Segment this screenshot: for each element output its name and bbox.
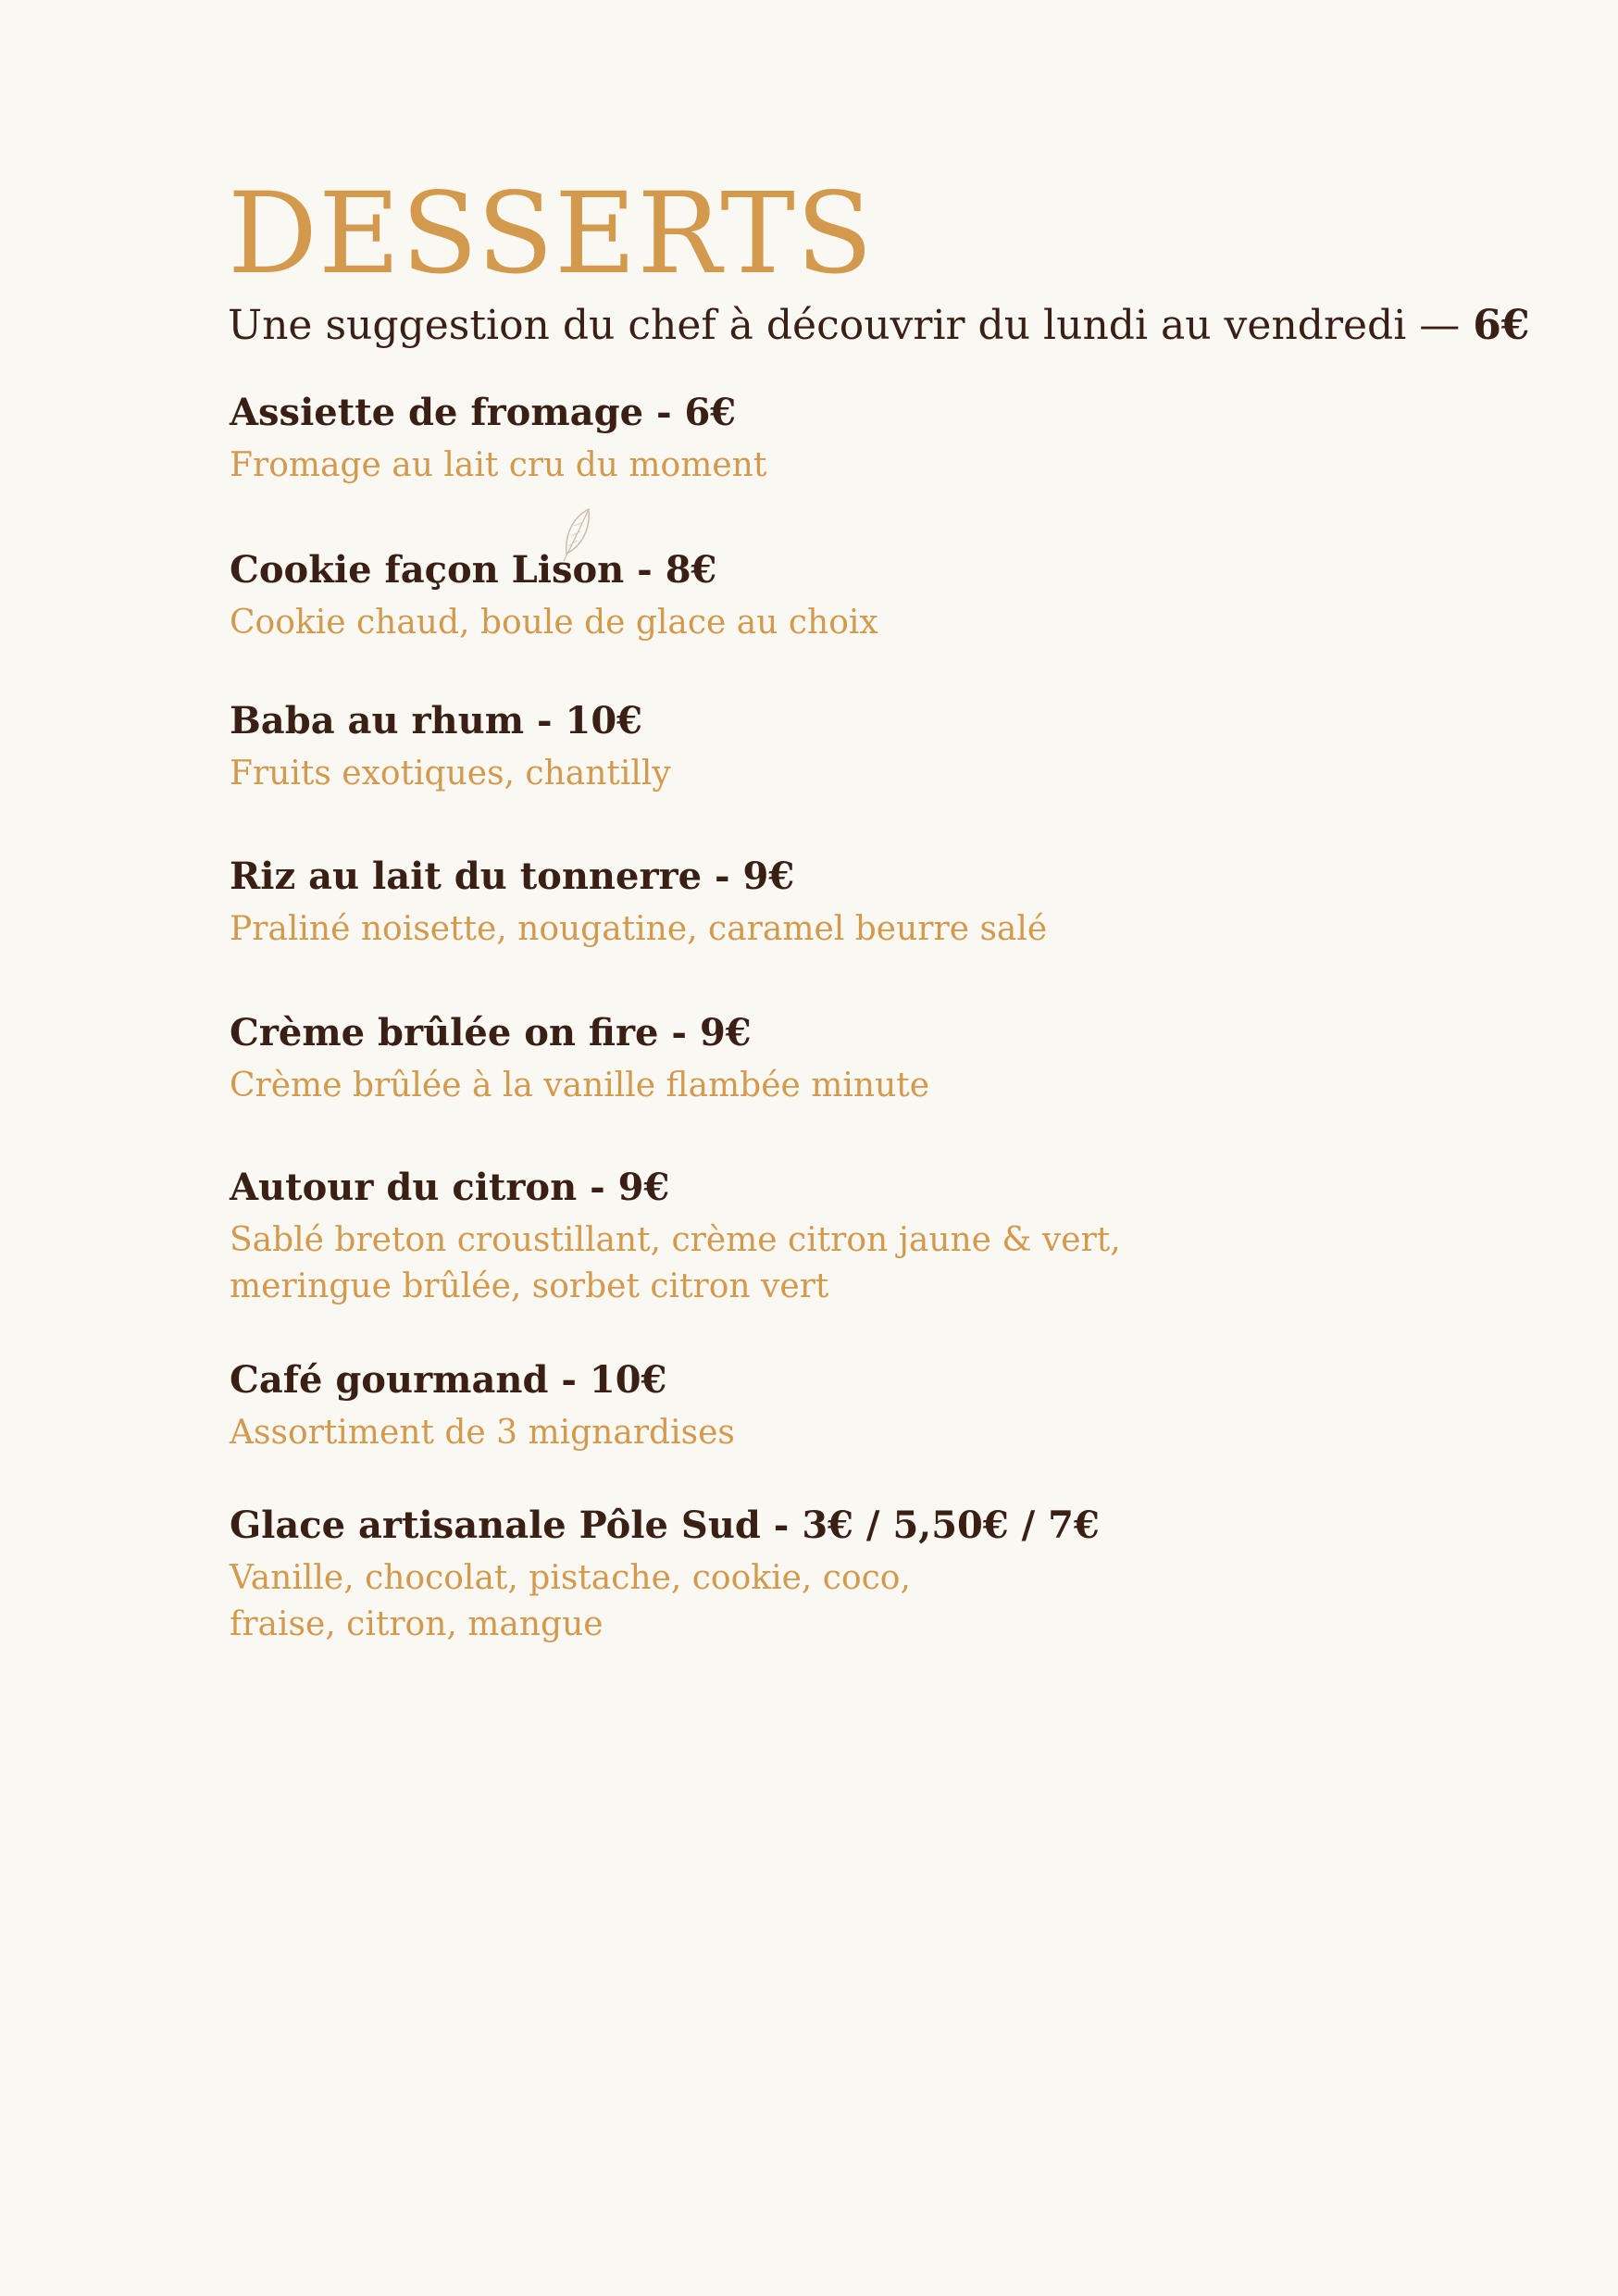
menu-item-description [230,1217,1121,1310]
menu-item-description-line: Cookie chaud, boule de glace au choix [230,604,878,642]
menu-item-description-line: Praliné noisette, nougatine, caramel beurre salé [230,910,1048,948]
menu-item-description [230,751,671,797]
menu-item-description-line: meringue brûlée, sorbet citron vert [230,1267,829,1305]
menu-item-assiette-de-fromage [230,387,766,489]
menu-item-baba-au-rhum [230,695,671,797]
menu-item-description [230,1063,929,1109]
menu-item-riz-au-lait-du-tonnerre [230,851,1047,953]
menu-item-description-line: Assortiment de 3 mignardises [230,1414,735,1452]
menu-item-description-line: Vanille, chocolat, pistache, cookie, coco, [230,1559,911,1597]
menu-item-name: Riz au lait du tonnerre - 9€ [230,855,795,898]
menu-item-glace-artisanale-pole-sud [230,1500,1100,1648]
chef-suggestion-price: 6€ [1473,302,1530,349]
page-title: DESSERTS [228,168,874,299]
leaf-icon [561,507,592,563]
menu-item-description-line: Fromage au lait cru du moment [230,446,767,484]
menu-item-description [230,443,766,489]
menu-item-description-line: Sablé breton croustillant, crème citron jaune & vert, [230,1221,1121,1259]
menu-item-description-line: fraise, citron, mangue [230,1605,604,1643]
menu-item-name: Café gourmand - 10€ [230,1358,667,1402]
menu-item-name: Baba au rhum - 10€ [230,699,642,742]
menu-item-name: Cookie façon Lison - 8€ [230,548,717,592]
menu-item-description [230,906,1047,953]
menu-item-description [230,600,878,646]
chef-suggestion-text: Une suggestion du chef à découvrir du lundi au vendredi — [228,302,1474,349]
menu-item-name: Glace artisanale Pôle Sud - 3€ / 5,50€ / 7€ [230,1504,1100,1547]
menu-item-cookie-facon-lison [230,544,878,646]
menu-item-description [230,1555,1100,1648]
menu-item-creme-brulee-on-fire [230,1007,929,1109]
menu-item-cafe-gourmand [230,1354,735,1456]
menu-item-description [230,1410,735,1456]
menu-item-name: Autour du citron - 9€ [230,1166,670,1209]
menu-item-description-line: Fruits exotiques, chantilly [230,755,671,792]
menu-item-name: Assiette de fromage - 6€ [230,391,737,434]
chef-suggestion [228,296,1529,356]
menu-item-description-line: Crème brûlée à la vanille flambée minute [230,1067,930,1104]
menu-item-autour-du-citron [230,1162,1121,1310]
menu-item-name: Crème brûlée on fire - 9€ [230,1011,752,1054]
